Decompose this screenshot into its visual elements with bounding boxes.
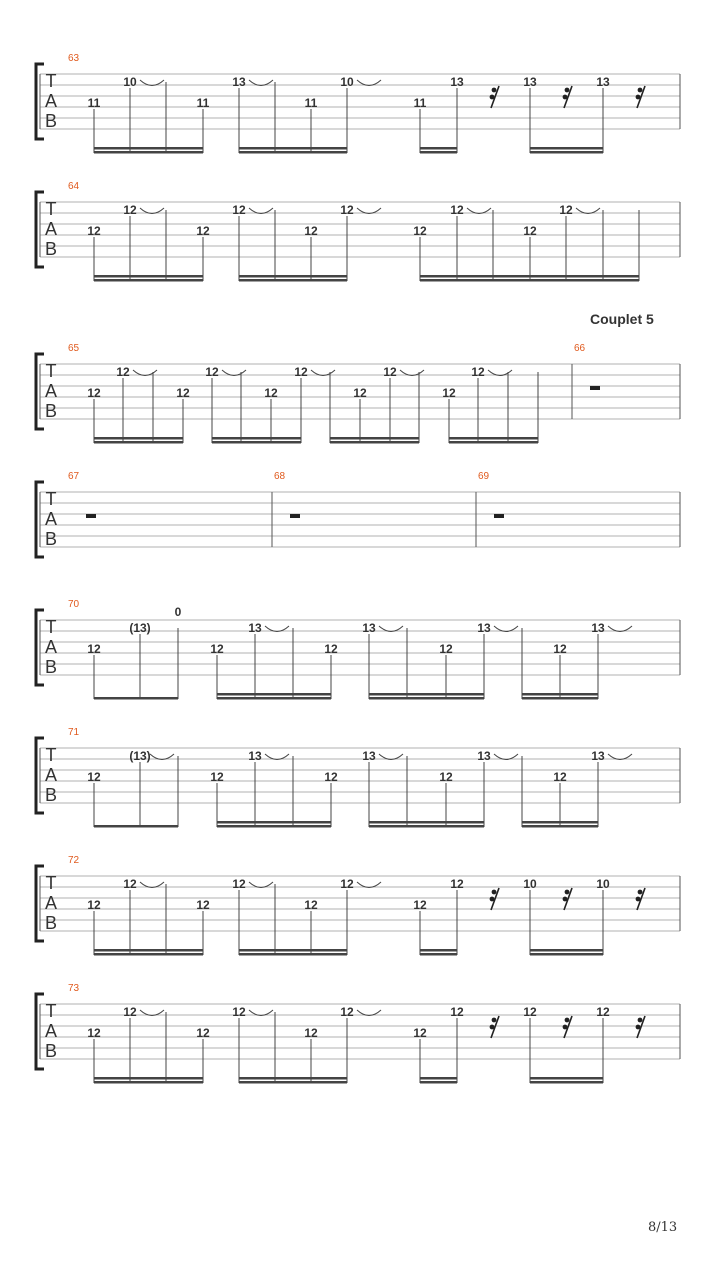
beam <box>94 437 183 440</box>
fret-number: 12 <box>87 898 101 912</box>
beam <box>420 949 457 952</box>
section-label: Couplet 5 <box>590 311 654 327</box>
tab-clef-letter: T <box>45 199 57 219</box>
fret-number: 13 <box>362 621 376 635</box>
fret-number: 12 <box>471 365 485 379</box>
bar-number: 65 <box>68 343 80 354</box>
beam <box>330 437 419 440</box>
bar-number: 63 <box>68 53 80 64</box>
beam <box>94 275 203 278</box>
fret-number: 12 <box>87 224 101 238</box>
fret-number: 12 <box>439 642 453 656</box>
fret-number: 12 <box>264 386 278 400</box>
beam <box>530 1081 603 1084</box>
tab-clef-letter: A <box>44 509 58 529</box>
tab-clef-letter: A <box>44 219 58 239</box>
beam <box>94 441 183 444</box>
beam <box>94 147 203 150</box>
beam <box>522 821 598 824</box>
bar-number: 70 <box>68 599 80 610</box>
tab-clef-letter: B <box>44 785 58 805</box>
beam <box>420 147 457 150</box>
beam <box>522 693 598 696</box>
fret-number: 13 <box>232 75 246 89</box>
fret-number: 13 <box>477 749 491 763</box>
fret-number: 12 <box>450 877 464 891</box>
fret-number: 12 <box>413 1026 427 1040</box>
fret-number: 12 <box>304 224 318 238</box>
sixteenth-rest-dot <box>638 1018 643 1023</box>
fret-number: 12 <box>450 203 464 217</box>
fret-number: 13 <box>523 75 537 89</box>
beam <box>449 441 538 444</box>
fret-number: 13 <box>248 749 262 763</box>
sixteenth-rest-dot <box>492 1018 497 1023</box>
beam <box>369 825 484 828</box>
fret-number: 12 <box>87 642 101 656</box>
fret-number: 12 <box>116 365 130 379</box>
fret-number: 12 <box>123 877 137 891</box>
tab-clef-letter: B <box>44 657 58 677</box>
bar-number: 68 <box>274 471 286 482</box>
beam <box>530 151 603 154</box>
fret-number: 12 <box>553 642 567 656</box>
beam <box>330 441 419 444</box>
fret-number: 12 <box>304 1026 318 1040</box>
beam <box>530 147 603 150</box>
sixteenth-rest-dot <box>490 897 495 902</box>
fret-number: 12 <box>232 877 246 891</box>
fret-number: 12 <box>210 770 224 784</box>
fret-number: 13 <box>591 621 605 635</box>
beam <box>239 279 347 282</box>
bar-number: 64 <box>68 181 80 192</box>
beam <box>217 697 331 700</box>
sixteenth-rest-dot <box>563 1025 568 1030</box>
fret-number: 12 <box>553 770 567 784</box>
fret-number: 12 <box>294 365 308 379</box>
beam <box>369 697 484 700</box>
beam <box>522 825 598 828</box>
tab-clef-letter: A <box>44 765 58 785</box>
fret-number: 10 <box>596 877 610 891</box>
beam <box>217 693 331 696</box>
fret-number: 12 <box>340 877 354 891</box>
fret-number: 13 <box>477 621 491 635</box>
beam <box>530 953 603 956</box>
fret-number: 12 <box>123 203 137 217</box>
fret-number: 13 <box>362 749 376 763</box>
beam <box>239 1077 347 1080</box>
sixteenth-rest-dot <box>492 88 497 93</box>
fret-number: 11 <box>87 96 101 110</box>
sixteenth-rest-dot <box>565 88 570 93</box>
fret-number: 10 <box>123 75 137 89</box>
fret-number: 12 <box>340 1005 354 1019</box>
beam <box>420 1077 457 1080</box>
beam <box>94 697 178 700</box>
beam <box>94 1077 203 1080</box>
fret-number: 12 <box>210 642 224 656</box>
tab-clef-letter: B <box>44 913 58 933</box>
beam <box>212 441 301 444</box>
fret-number: 11 <box>413 96 427 110</box>
sixteenth-rest-dot <box>490 1025 495 1030</box>
beam <box>239 953 347 956</box>
fret-number: 12 <box>450 1005 464 1019</box>
fret-number: (13) <box>129 621 151 635</box>
sixteenth-rest-dot <box>636 897 641 902</box>
bar-number: 67 <box>68 471 80 482</box>
tab-clef-letter: B <box>44 1041 58 1061</box>
whole-rest <box>590 386 600 390</box>
fret-number: 10 <box>340 75 354 89</box>
sixteenth-rest-dot <box>490 95 495 100</box>
sixteenth-rest-dot <box>638 88 643 93</box>
fret-number: 12 <box>205 365 219 379</box>
bar-number: 69 <box>478 471 490 482</box>
tab-clef-letter: T <box>45 361 57 381</box>
beam <box>420 275 530 278</box>
fret-number: 12 <box>304 898 318 912</box>
fret-number: 12 <box>196 224 210 238</box>
beam <box>217 821 331 824</box>
fret-number: 12 <box>439 770 453 784</box>
tab-clef-letter: T <box>45 873 57 893</box>
tab-clef-letter: T <box>45 489 57 509</box>
beam <box>94 279 203 282</box>
tab-clef-letter: T <box>45 745 57 765</box>
beam <box>94 1081 203 1084</box>
tab-clef-letter: B <box>44 401 58 421</box>
fret-number: 12 <box>353 386 367 400</box>
beam <box>212 437 301 440</box>
fret-number: 11 <box>304 96 318 110</box>
bar-number: 73 <box>68 983 80 994</box>
fret-number: 12 <box>196 1026 210 1040</box>
sixteenth-rest-dot <box>492 890 497 895</box>
whole-rest <box>86 514 96 518</box>
fret-number: 12 <box>87 770 101 784</box>
tab-clef-letter: B <box>44 239 58 259</box>
sixteenth-rest-dot <box>563 897 568 902</box>
beam <box>217 825 331 828</box>
fret-number: 12 <box>523 224 537 238</box>
fret-number: 12 <box>340 203 354 217</box>
bar-number: 66 <box>574 343 586 354</box>
beam <box>420 279 530 282</box>
tab-clef-letter: A <box>44 1021 58 1041</box>
beam <box>530 275 639 278</box>
tab-clef-letter: T <box>45 71 57 91</box>
sixteenth-rest-dot <box>638 890 643 895</box>
fret-number: 12 <box>232 203 246 217</box>
beam <box>530 279 639 282</box>
fret-number: 0 <box>174 605 182 619</box>
sixteenth-rest-dot <box>636 1025 641 1030</box>
fret-number: 12 <box>232 1005 246 1019</box>
sixteenth-rest-dot <box>565 890 570 895</box>
beam <box>239 147 347 150</box>
fret-number: 13 <box>450 75 464 89</box>
fret-number: 12 <box>559 203 573 217</box>
beam <box>420 151 457 154</box>
fret-number: 12 <box>442 386 456 400</box>
beam <box>94 949 203 952</box>
fret-number: 12 <box>324 770 338 784</box>
fret-number: 11 <box>196 96 210 110</box>
beam <box>94 825 178 828</box>
tab-clef-letter: B <box>44 111 58 131</box>
fret-number: 12 <box>87 386 101 400</box>
fret-number: 12 <box>324 642 338 656</box>
fret-number: 12 <box>123 1005 137 1019</box>
beam <box>239 151 347 154</box>
sixteenth-rest-dot <box>636 95 641 100</box>
whole-rest <box>494 514 504 518</box>
fret-number: 10 <box>523 877 537 891</box>
whole-rest <box>290 514 300 518</box>
beam <box>420 953 457 956</box>
fret-number: 12 <box>523 1005 537 1019</box>
tab-clef-letter: A <box>44 91 58 111</box>
bar-number: 72 <box>68 855 80 866</box>
fret-number: 12 <box>413 898 427 912</box>
tab-clef-letter: A <box>44 893 58 913</box>
tab-clef-letter: A <box>44 637 58 657</box>
fret-number: 13 <box>596 75 610 89</box>
fret-number: 12 <box>87 1026 101 1040</box>
fret-number: 12 <box>383 365 397 379</box>
beam <box>239 949 347 952</box>
beam <box>530 1077 603 1080</box>
sixteenth-rest-dot <box>563 95 568 100</box>
beam <box>369 693 484 696</box>
fret-number: 13 <box>248 621 262 635</box>
fret-number: 12 <box>176 386 190 400</box>
tab-clef-letter: T <box>45 1001 57 1021</box>
fret-number: (13) <box>129 749 151 763</box>
page-number: 8/13 <box>648 1220 678 1235</box>
beam <box>94 151 203 154</box>
tab-clef-letter: A <box>44 381 58 401</box>
sixteenth-rest-dot <box>565 1018 570 1023</box>
beam <box>239 275 347 278</box>
fret-number: 12 <box>413 224 427 238</box>
bar-number: 71 <box>68 727 80 738</box>
beam <box>530 949 603 952</box>
beam <box>522 697 598 700</box>
fret-number: 13 <box>591 749 605 763</box>
beam <box>420 1081 457 1084</box>
beam <box>94 953 203 956</box>
beam <box>369 821 484 824</box>
beam <box>449 437 538 440</box>
fret-number: 12 <box>196 898 210 912</box>
fret-number: 12 <box>596 1005 610 1019</box>
tab-clef-letter: T <box>45 617 57 637</box>
tab-clef-letter: B <box>44 529 58 549</box>
beam <box>239 1081 347 1084</box>
